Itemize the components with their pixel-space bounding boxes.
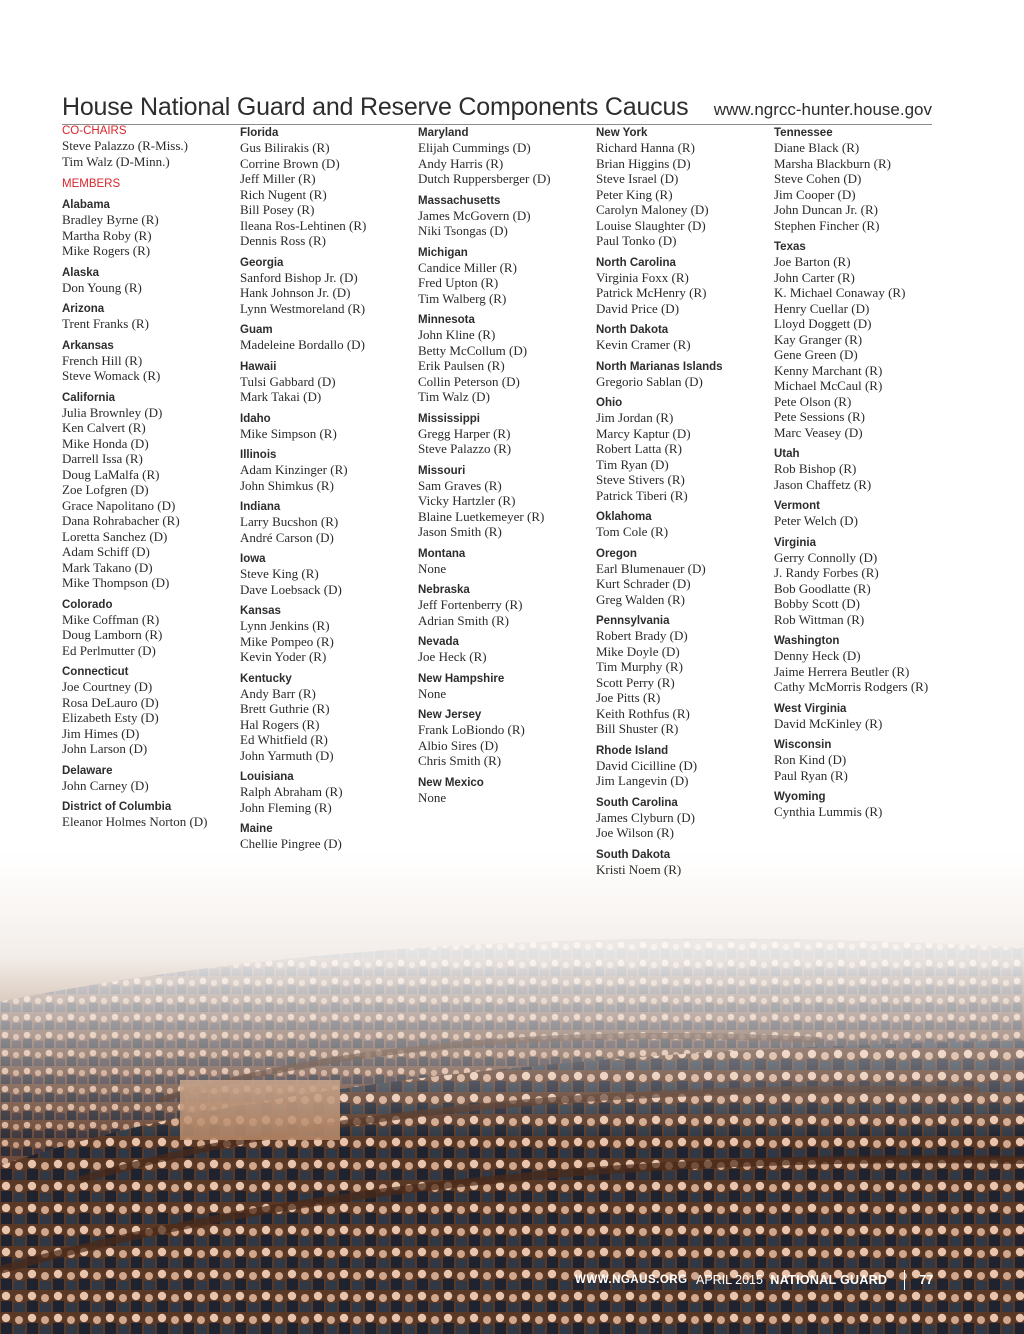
member-name: Mike Simpson (R): [240, 425, 337, 441]
member-name: Brian Higgins (D): [596, 155, 691, 171]
cochair-name: Steve Palazzo (R-Miss.): [62, 138, 189, 153]
member-columns: [0, 124, 1024, 924]
member-name: Paul Tonko (D): [596, 233, 677, 248]
member-name: Don Young (R): [62, 279, 142, 295]
state-heading: Louisiana: [240, 771, 294, 783]
member-name: Chellie Pingree (D): [240, 836, 342, 851]
state-heading: New Mexico: [418, 776, 484, 789]
state-heading: Ohio: [596, 397, 623, 409]
member-name: Joe Wilson (R): [596, 825, 674, 840]
member-name: Mark Takano (D): [62, 559, 153, 575]
member-name: Robert Brady (D): [596, 628, 688, 643]
footer-divider: [904, 1270, 905, 1290]
state-heading: Arizona: [62, 303, 105, 315]
state-heading: Arkansas: [62, 339, 114, 352]
member-name: Bill Posey (R): [240, 202, 315, 217]
state-heading: Tennessee: [774, 127, 833, 139]
member-name: Trent Franks (R): [62, 316, 149, 331]
member-name: Rich Nugent (R): [240, 186, 327, 202]
member-name: David Price (D): [596, 300, 680, 316]
member-name: Marcy Kaptur (D): [596, 425, 691, 441]
member-name: Marsha Blackburn (R): [774, 155, 891, 171]
member-name: None: [418, 685, 447, 701]
state-heading: Texas: [774, 241, 806, 253]
member-name: Sam Graves (R): [418, 477, 502, 493]
member-name: Hal Rogers (R): [240, 716, 320, 732]
member-name: Mike Coffman (R): [62, 611, 160, 627]
member-name: Kevin Yoder (R): [240, 649, 327, 664]
state-heading: Colorado: [62, 598, 113, 611]
member-name: Diane Black (R): [774, 140, 860, 155]
member-name: André Carson (D): [240, 529, 334, 545]
member-name: Mike Rogers (R): [62, 243, 151, 258]
state-heading: Mississippi: [418, 412, 480, 425]
member-name: Steve Israel (D): [596, 171, 679, 186]
member-name: Earl Blumenauer (D): [596, 560, 706, 576]
member-name: Cathy McMorris Rodgers (R): [774, 679, 929, 694]
member-name: Dana Rohrabacher (R): [62, 513, 180, 528]
member-name: Jaime Herrera Beutler (R): [774, 663, 910, 679]
member-name: Denny Heck (D): [774, 648, 861, 663]
state-heading: Washington: [774, 635, 840, 647]
member-name: Albio Sires (D): [418, 737, 499, 753]
member-name: Ed Whitfield (R): [240, 732, 328, 747]
state-heading: Alabama: [62, 199, 110, 211]
member-name: Elijah Cummings (D): [418, 140, 531, 155]
member-name: Patrick McHenry (R): [596, 285, 707, 300]
member-name: Grace Napolitano (D): [62, 497, 176, 513]
member-name: James McGovern (D): [418, 207, 531, 223]
member-name: Dennis Ross (R): [240, 233, 326, 248]
state-heading: Connecticut: [62, 666, 129, 678]
member-name: Gene Green (D): [774, 347, 858, 362]
page-header: [62, 88, 932, 125]
state-heading: Oklahoma: [596, 511, 652, 523]
member-name: Adam Schiff (D): [62, 544, 150, 559]
member-name: Scott Perry (R): [596, 674, 675, 690]
member-name: Jim Himes (D): [62, 725, 140, 741]
page-number: 77: [919, 1273, 934, 1287]
member-name: Frank LoBiondo (R): [418, 722, 525, 737]
cochairs-label: CO-CHAIRS: [62, 125, 127, 137]
state-heading: Florida: [240, 127, 279, 139]
state-heading: Kansas: [240, 605, 281, 617]
member-name: Ileana Ros-Lehtinen (R): [240, 217, 367, 233]
member-name: John Larson (D): [62, 741, 148, 756]
member-name: Candice Miller (R): [418, 259, 517, 275]
state-heading: Indiana: [240, 501, 281, 513]
member-name: Keith Rothfus (R): [596, 705, 690, 721]
member-name: Collin Peterson (D): [418, 373, 520, 389]
member-name: Bob Goodlatte (R): [774, 580, 871, 596]
member-name: David Cicilline (D): [596, 757, 698, 773]
member-name: Joe Courtney (D): [62, 679, 153, 694]
member-name: Kristi Noem (R): [596, 861, 682, 877]
member-name: Cynthia Lummis (R): [774, 804, 883, 819]
member-name: Gregorio Sablan (D): [596, 373, 703, 389]
member-name: Rosa DeLauro (D): [62, 694, 159, 710]
state-heading: Oregon: [596, 547, 637, 560]
member-name: Erik Paulsen (R): [418, 358, 505, 373]
state-heading: Maine: [240, 823, 273, 835]
state-heading: Maryland: [418, 127, 469, 139]
member-name: Rob Bishop (R): [774, 461, 857, 476]
footer-magazine: NATIONAL GUARD: [770, 1273, 888, 1287]
member-name: Julia Brownley (D): [62, 404, 163, 420]
state-heading: South Carolina: [596, 796, 678, 809]
state-heading: South Dakota: [596, 848, 671, 861]
member-name: John Kline (R): [418, 327, 496, 342]
column-1: [62, 124, 234, 830]
cochair-name: Tim Walz (D-Minn.): [62, 153, 170, 169]
member-name: Tim Walberg (R): [418, 290, 507, 306]
state-heading: Nevada: [418, 636, 459, 648]
member-name: Jeff Fortenberry (R): [418, 597, 523, 612]
state-heading: New Jersey: [418, 709, 482, 721]
state-heading: Georgia: [240, 256, 284, 269]
member-name: Steve Stivers (R): [596, 472, 685, 487]
page-footer: [575, 1270, 975, 1294]
member-name: David McKinley (R): [774, 715, 883, 731]
state-heading: Montana: [418, 547, 466, 560]
member-name: Sanford Bishop Jr. (D): [240, 269, 358, 285]
member-name: Betty McCollum (D): [418, 342, 528, 358]
member-name: Darrell Issa (R): [62, 451, 143, 466]
column-4: [596, 124, 768, 877]
member-name: None: [418, 789, 447, 805]
member-name: Elizabeth Esty (D): [62, 710, 159, 725]
member-name: Patrick Tiberi (R): [596, 487, 688, 503]
member-name: Doug Lamborn (R): [62, 627, 163, 642]
member-name: James Clyburn (D): [596, 809, 695, 825]
state-heading: Vermont: [774, 500, 821, 512]
member-name: Andy Harris (R): [418, 155, 504, 171]
member-name: Martha Roby (R): [62, 227, 152, 243]
member-name: Jim Langevin (D): [596, 773, 689, 788]
member-name: Bradley Byrne (R): [62, 212, 159, 227]
member-name: Mike Doyle (D): [596, 643, 680, 659]
member-name: Brett Guthrie (R): [240, 701, 330, 716]
state-heading: New Hampshire: [418, 672, 505, 685]
member-name: Dave Loebsack (D): [240, 581, 342, 597]
member-name: Gregg Harper (R): [418, 425, 511, 441]
member-name: Carolyn Maloney (D): [596, 202, 709, 217]
member-name: Jason Smith (R): [418, 524, 502, 539]
caucus-website-link[interactable]: www.ngrcc-hunter.house.gov: [713, 100, 932, 119]
state-heading: North Marianas Islands: [596, 360, 723, 373]
member-name: Gus Bilirakis (R): [240, 140, 330, 155]
member-name: Peter King (R): [596, 186, 673, 202]
member-name: Jeff Miller (R): [240, 171, 316, 186]
member-name: Joe Heck (R): [418, 649, 487, 664]
member-name: Tim Walz (D): [418, 389, 490, 404]
member-name: Joe Barton (R): [774, 254, 851, 269]
member-name: Madeleine Bordallo (D): [240, 337, 365, 352]
member-name: Tim Ryan (D): [596, 456, 669, 472]
state-heading: Massachusetts: [418, 194, 501, 207]
member-name: Vicky Hartzler (R): [418, 493, 516, 508]
footer-site[interactable]: WWW.NGAUS.ORG: [575, 1274, 688, 1286]
state-heading: Delaware: [62, 764, 113, 777]
member-name: Bill Shuster (R): [596, 721, 679, 736]
state-heading: Missouri: [418, 464, 466, 477]
member-name: French Hill (R): [62, 352, 143, 368]
member-name: John Carney (D): [62, 777, 149, 793]
state-heading: Nebraska: [418, 584, 470, 596]
state-heading: North Dakota: [596, 324, 669, 336]
member-name: Corrine Brown (D): [240, 155, 340, 171]
member-name: Adam Kinzinger (R): [240, 462, 348, 477]
member-name: Richard Hanna (R): [596, 140, 695, 155]
member-name: Bobby Scott (D): [774, 596, 860, 611]
member-name: Mark Takai (D): [240, 389, 322, 404]
member-name: John Fleming (R): [240, 799, 332, 815]
state-heading: Minnesota: [418, 314, 475, 326]
member-name: Steve Womack (R): [62, 368, 161, 383]
state-heading: Kentucky: [240, 672, 292, 685]
member-name: Virginia Foxx (R): [596, 269, 689, 285]
state-heading: Utah: [774, 448, 800, 460]
member-name: Robert Latta (R): [596, 441, 682, 456]
column-5: [774, 124, 946, 820]
member-name: Blaine Luetkemeyer (R): [418, 508, 545, 524]
member-name: Niki Tsongas (D): [418, 223, 508, 238]
member-name: Paul Ryan (R): [774, 767, 848, 783]
member-name: Fred Upton (R): [418, 275, 499, 290]
member-name: Doug LaMalfa (R): [62, 466, 160, 482]
state-heading: Idaho: [240, 412, 271, 425]
member-name: Kay Granger (R): [774, 331, 863, 347]
member-name: Peter Welch (D): [774, 513, 858, 528]
member-name: Ralph Abraham (R): [240, 784, 343, 799]
member-name: Tulsi Gabbard (D): [240, 373, 336, 389]
member-name: Jim Jordan (R): [596, 410, 674, 425]
footer-date: APRIL 2015: [696, 1273, 763, 1287]
member-name: Lynn Westmoreland (R): [240, 300, 366, 316]
state-heading: West Virginia: [774, 702, 847, 715]
member-name: Ron Kind (D): [774, 752, 847, 767]
member-name: Steve King (R): [240, 566, 319, 581]
members-label: MEMBERS: [62, 178, 121, 190]
member-name: Kenny Marchant (R): [774, 362, 883, 378]
state-heading: Alaska: [62, 266, 100, 279]
member-name: Rob Wittman (R): [774, 611, 865, 627]
column-3: [418, 124, 590, 805]
member-name: Kevin Cramer (R): [596, 337, 691, 352]
member-name: None: [418, 560, 447, 576]
member-name: Pete Sessions (R): [774, 409, 865, 424]
member-name: Mike Thompson (D): [62, 575, 170, 590]
member-name: J. Randy Forbes (R): [774, 565, 879, 580]
state-heading: Iowa: [240, 553, 266, 565]
member-name: Larry Bucshon (R): [240, 514, 339, 529]
member-name: Eleanor Holmes Norton (D): [62, 814, 208, 829]
member-name: Pete Olson (R): [774, 393, 852, 409]
member-name: Lloyd Doggett (D): [774, 316, 872, 331]
member-name: Greg Walden (R): [596, 591, 685, 607]
member-name: John Shimkus (R): [240, 477, 334, 493]
member-name: Stephen Fincher (R): [774, 217, 880, 233]
state-heading: Pennsylvania: [596, 615, 670, 627]
member-name: John Yarmuth (D): [240, 747, 334, 763]
page-title: House National Guard and Reserve Components Caucus: [62, 93, 689, 121]
member-name: Michael McCaul (R): [774, 378, 883, 393]
member-name: K. Michael Conaway (R): [774, 285, 906, 300]
member-name: Gerry Connolly (D): [774, 549, 878, 565]
member-name: Jim Cooper (D): [774, 186, 856, 202]
member-name: Kurt Schrader (D): [596, 576, 691, 591]
state-heading: Wisconsin: [774, 739, 832, 751]
member-name: Ed Perlmutter (D): [62, 642, 156, 658]
state-heading: Illinois: [240, 449, 277, 461]
member-name: Andy Barr (R): [240, 685, 316, 701]
column-2: [240, 124, 412, 852]
member-name: Tom Cole (R): [596, 524, 669, 539]
state-heading: California: [62, 391, 116, 404]
member-name: Ken Calvert (R): [62, 420, 146, 435]
member-name: Zoe Lofgren (D): [62, 482, 149, 497]
member-name: Adrian Smith (R): [418, 612, 509, 628]
member-name: Louise Slaughter (D): [596, 217, 706, 233]
member-name: Mike Pompeo (R): [240, 633, 334, 649]
member-name: Marc Veasey (D): [774, 424, 863, 440]
state-heading: District of Columbia: [62, 801, 172, 813]
state-heading: North Carolina: [596, 256, 676, 269]
member-name: Steve Palazzo (R): [418, 441, 512, 456]
state-heading: Wyoming: [774, 791, 826, 803]
member-name: John Duncan Jr. (R): [774, 202, 878, 217]
member-name: Jason Chaffetz (R): [774, 476, 872, 492]
member-name: Dutch Ruppersberger (D): [418, 171, 551, 186]
member-name: Chris Smith (R): [418, 753, 502, 768]
member-name: Tim Murphy (R): [596, 659, 683, 674]
member-name: Joe Pitts (R): [596, 690, 661, 705]
member-name: John Carter (R): [774, 269, 855, 285]
state-heading: Guam: [240, 324, 273, 336]
state-heading: Michigan: [418, 246, 468, 259]
member-name: Hank Johnson Jr. (D): [240, 285, 351, 300]
state-heading: Hawaii: [240, 360, 277, 373]
state-heading: Rhode Island: [596, 744, 669, 757]
member-name: Mike Honda (D): [62, 435, 149, 451]
member-name: Lynn Jenkins (R): [240, 618, 330, 633]
state-heading: Virginia: [774, 536, 816, 549]
member-name: Henry Cuellar (D): [774, 300, 870, 316]
state-heading: New York: [596, 127, 648, 139]
member-name: Steve Cohen (D): [774, 171, 862, 186]
member-name: Loretta Sanchez (D): [62, 528, 168, 544]
